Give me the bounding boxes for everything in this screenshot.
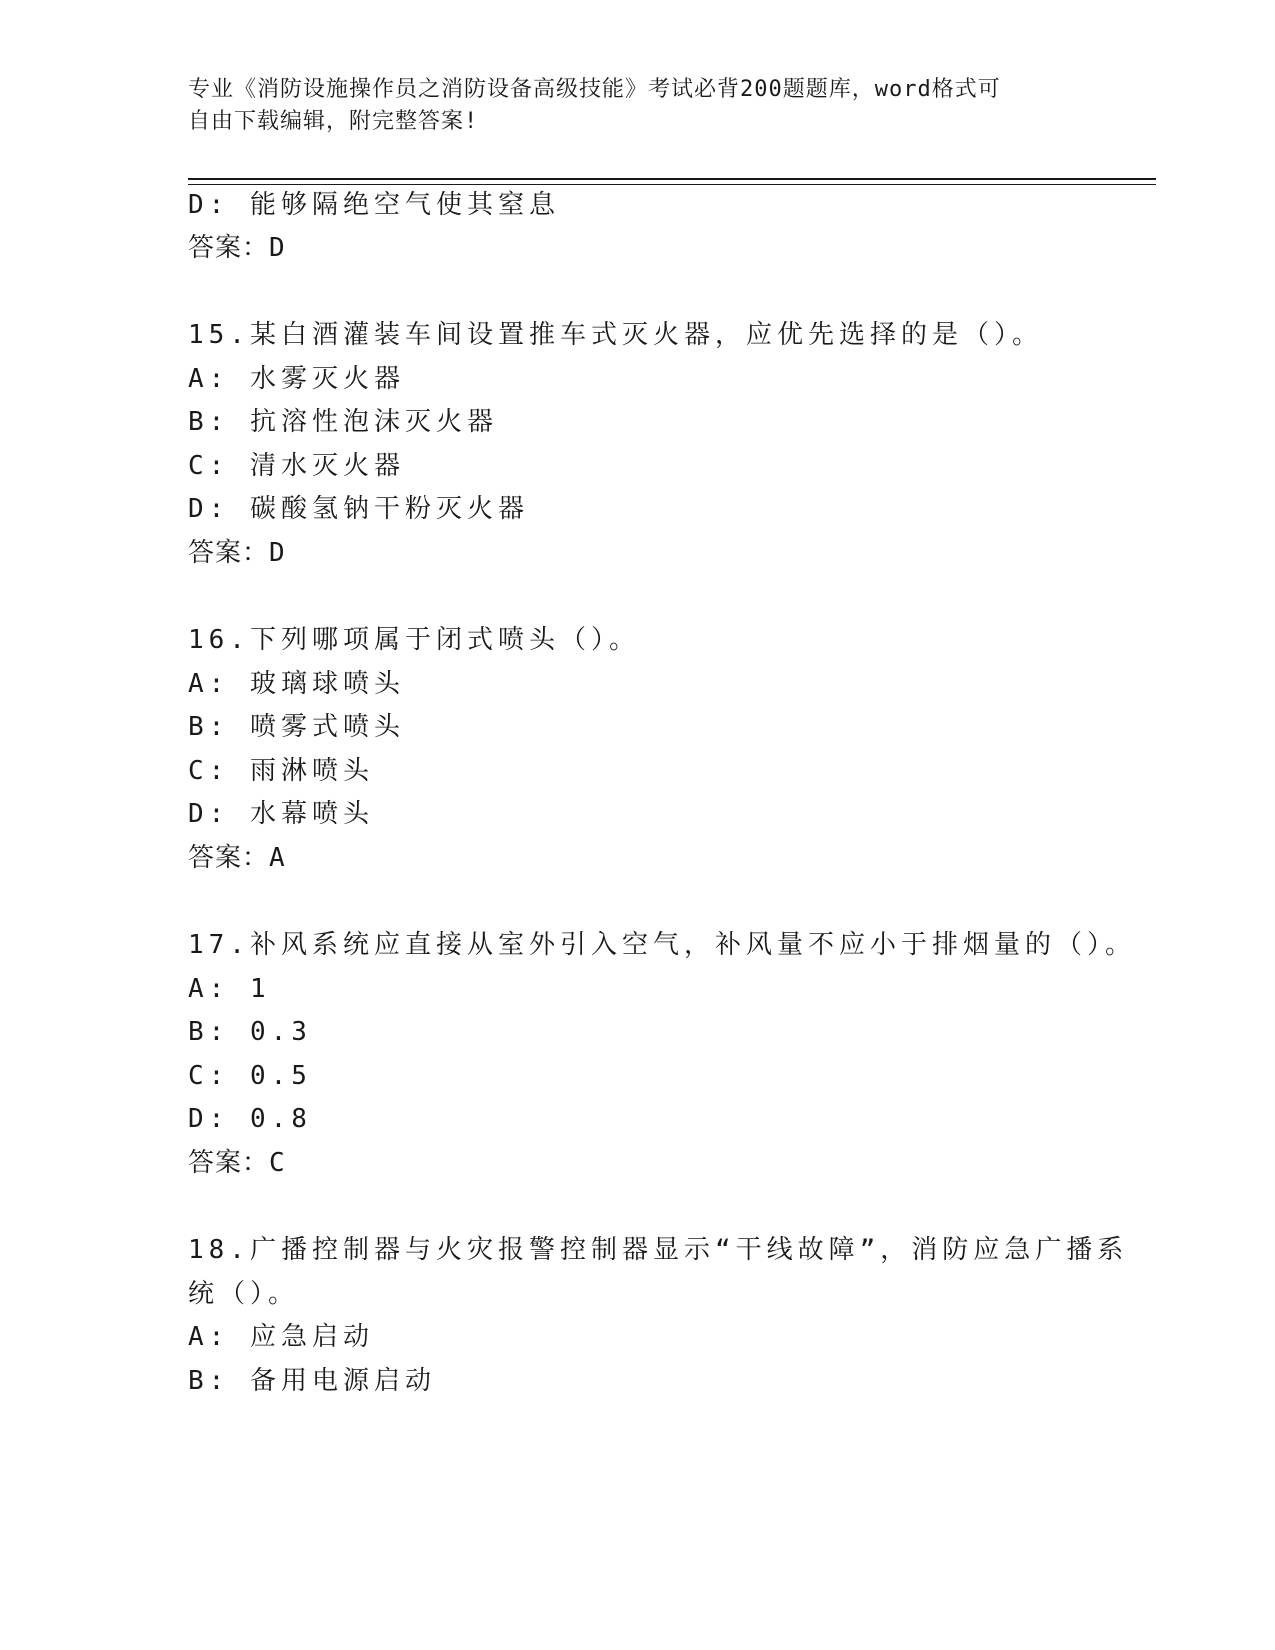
question-15-answer: 答案：D — [188, 538, 286, 568]
question-17-option-a: A: 1 — [188, 974, 271, 1004]
question-18-stem-line-2: 统（）。 — [188, 1279, 300, 1309]
question-16-option-a: A: 玻璃球喷头 — [188, 669, 405, 699]
question-15-option-b: B: 抗溶性泡沫灭火器 — [188, 407, 498, 437]
question-16-option-d: D: 水幕喷头 — [188, 799, 374, 829]
header-line-2: 自由下载编辑，附完整答案! — [188, 109, 479, 134]
question-15-option-c: C: 清水灭火器 — [188, 451, 405, 481]
header-line-1: 专业《消防设施操作员之消防设备高级技能》考试必背200题题库，word格式可 — [188, 77, 1001, 102]
header-divider-thick — [188, 178, 1156, 180]
prev-answer: 答案：D — [188, 233, 286, 263]
question-16-option-c: C: 雨淋喷头 — [188, 756, 374, 786]
question-18-stem-line-1: 18.广播控制器与火灾报警控制器显示“干线故障”，消防应急广播系 — [188, 1235, 1129, 1265]
question-17-option-d: D: 0.8 — [188, 1104, 312, 1134]
question-15-option-a: A: 水雾灭火器 — [188, 364, 405, 394]
question-17-option-b: B: 0.3 — [188, 1017, 312, 1047]
question-16-answer: 答案：A — [188, 843, 286, 873]
question-16-option-b: B: 喷雾式喷头 — [188, 712, 405, 742]
question-18-option-b: B: 备用电源启动 — [188, 1366, 436, 1396]
question-17-option-c: C: 0.5 — [188, 1061, 312, 1091]
header-divider-thin — [188, 184, 1156, 185]
question-17-stem: 17.补风系统应直接从室外引入空气，补风量不应小于排烟量的（）。 — [188, 930, 1136, 960]
question-17-answer: 答案：C — [188, 1148, 286, 1178]
question-16-stem: 16.下列哪项属于闭式喷头（）。 — [188, 625, 640, 655]
question-15-option-d: D: 碳酸氢钠干粉灭火器 — [188, 494, 529, 524]
prev-option-d: D: 能够隔绝空气使其窒息 — [188, 190, 560, 220]
question-15-stem: 15.某白酒灌装车间设置推车式灭火器，应优先选择的是（）。 — [188, 320, 1043, 350]
question-18-option-a: A: 应急启动 — [188, 1322, 374, 1352]
document-header — [188, 74, 1068, 138]
